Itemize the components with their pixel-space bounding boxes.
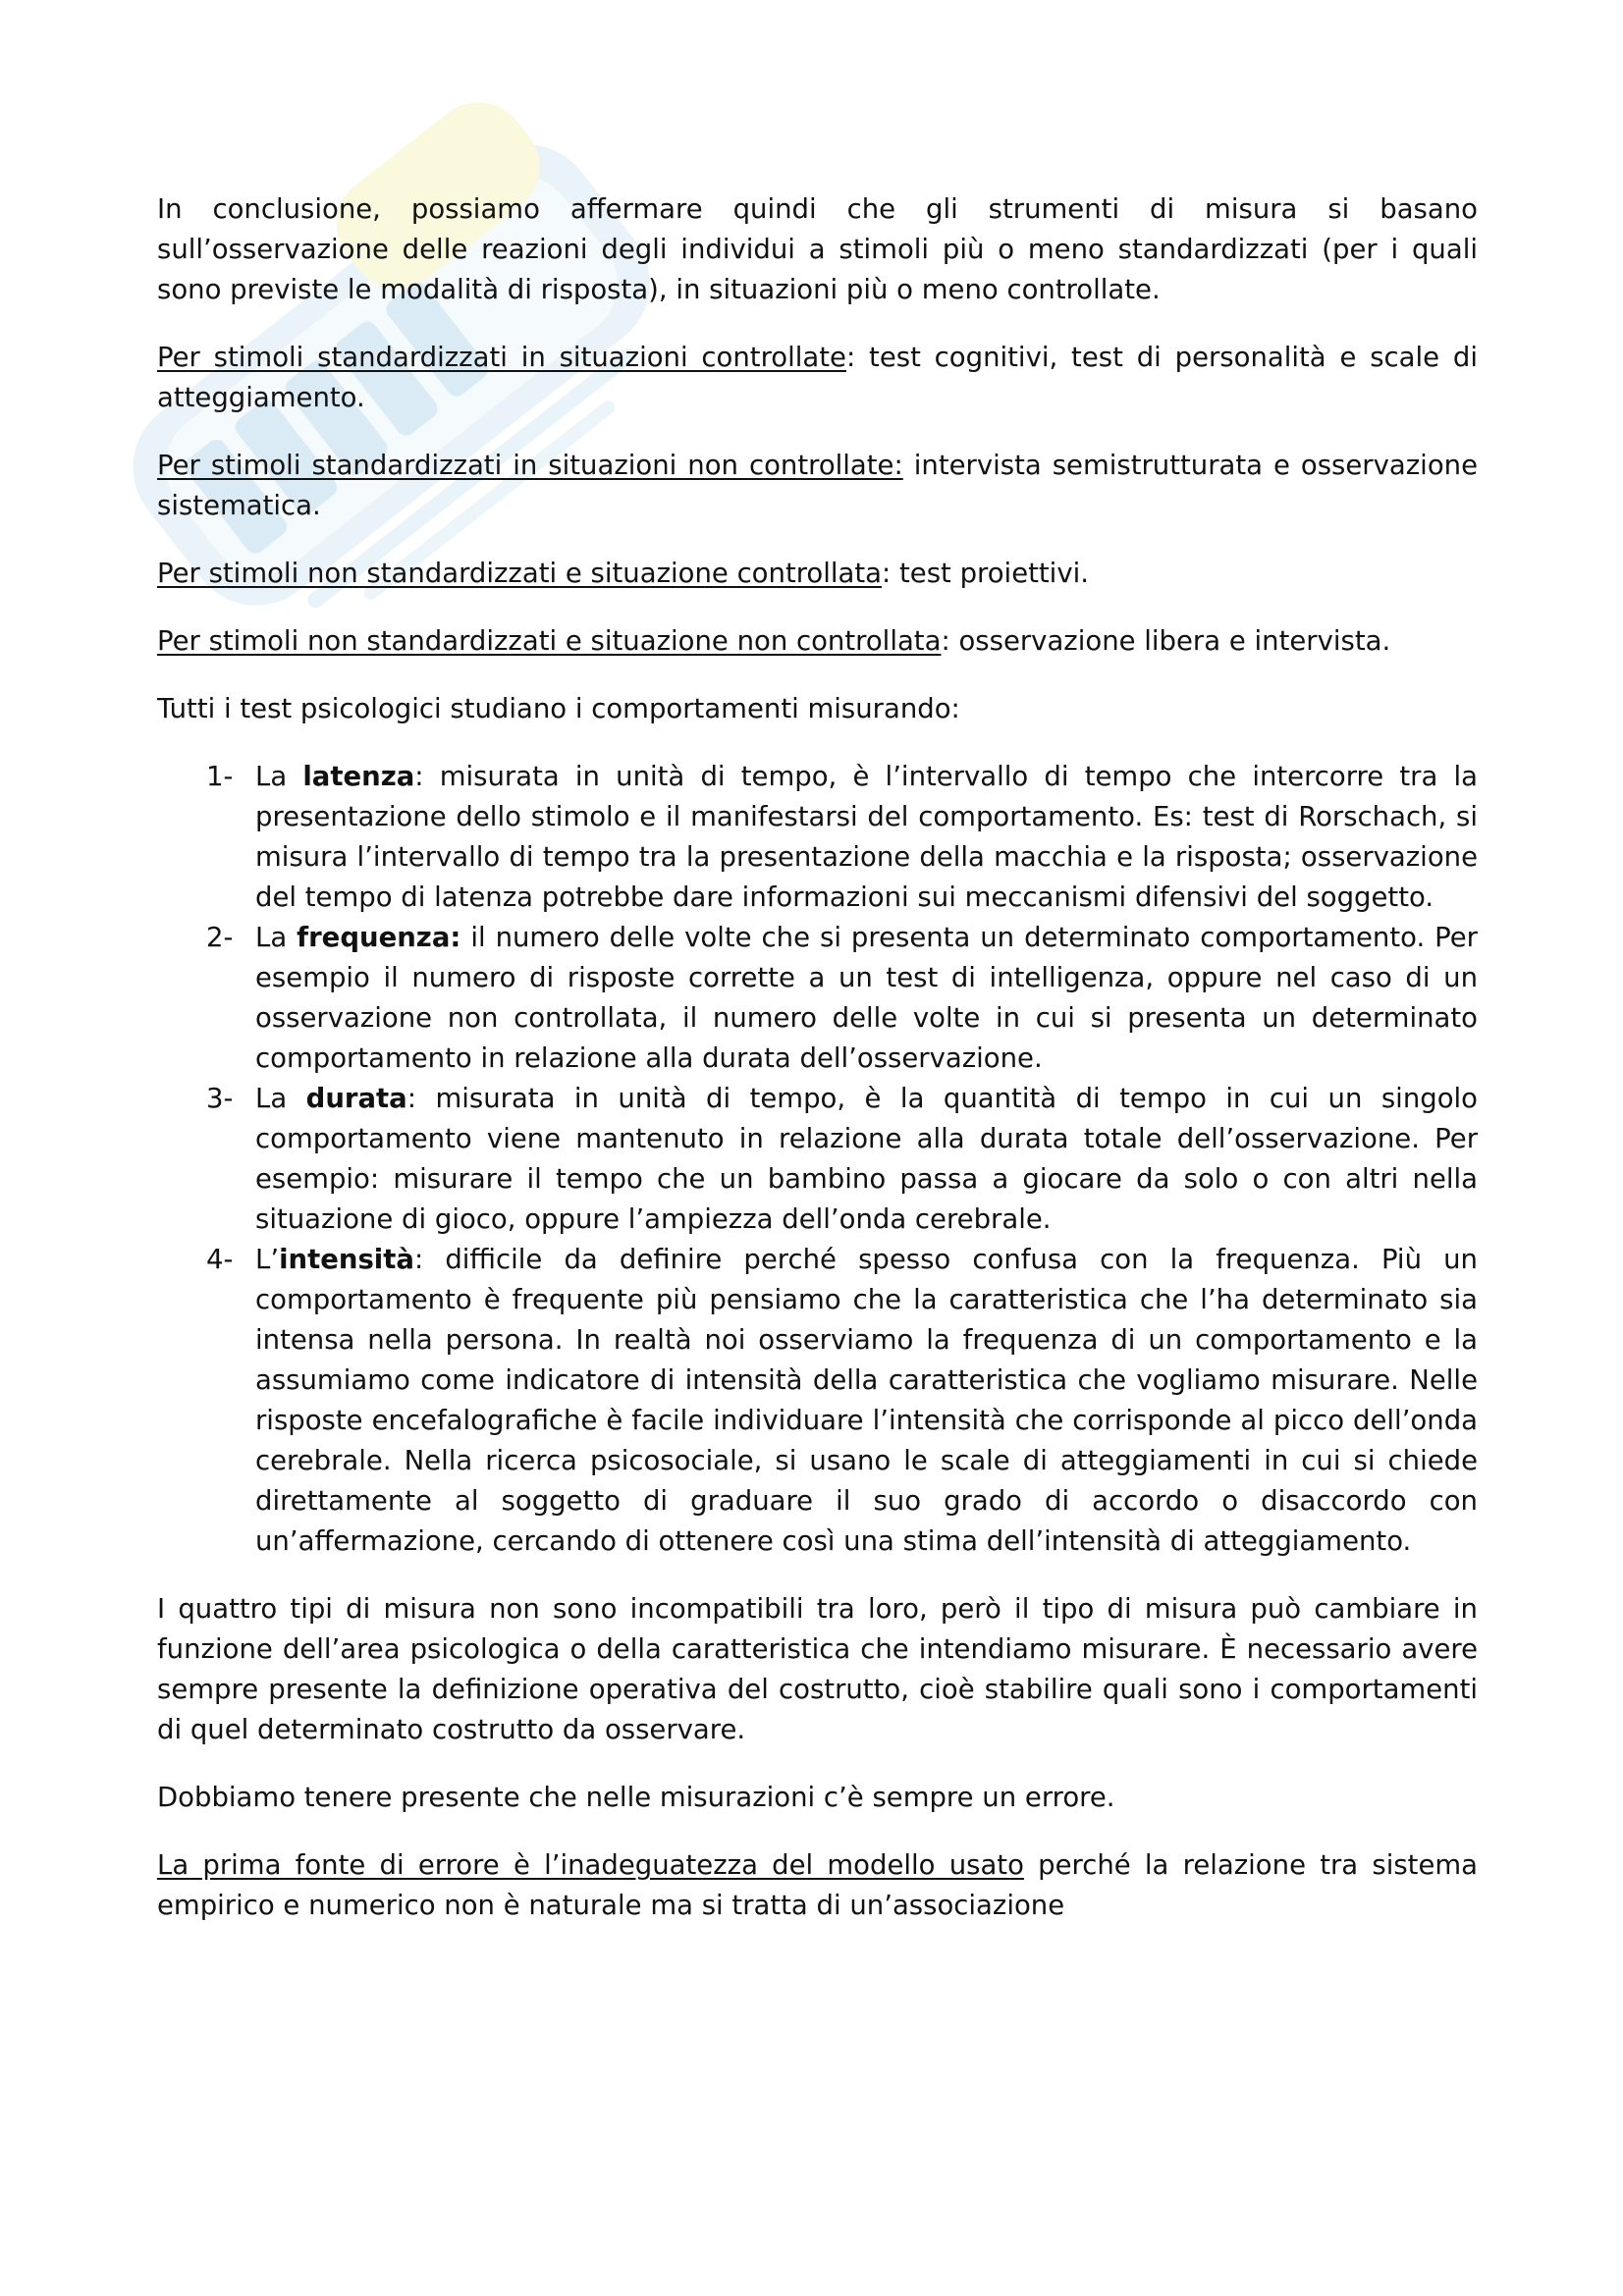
list-item-number: 4- — [206, 1244, 234, 1275]
measures-list — [157, 757, 1478, 1562]
case-standard-uncontrolled-text: intervista semistrutturata e osservazione sistematica. — [157, 450, 1478, 521]
error-source-heading: La prima fonte di errore è l’inadeguatezza del modello usato — [157, 1849, 1024, 1881]
list-item-prefix: La — [255, 761, 303, 792]
list-item-prefix: L’ — [255, 1244, 280, 1275]
list-item-number: 3- — [206, 1083, 234, 1114]
case-standard-controlled-text: : test cognitivi, test di personalità e scale di atteggiamento. — [157, 342, 1478, 413]
case-nonstandard-uncontrolled — [157, 621, 1478, 662]
case-standard-controlled — [157, 338, 1478, 418]
list-item-text: : difficile da definire perché spesso confusa con la frequenza. Più un comportamento è frequente più pensiamo che la caratteristica che l’ha determinato sia intensa nella persona. In realtà noi osserviamo la frequenza di un comportamento e la assumiamo come indicatore di intensità della caratteristica che vogliamo misurare. Nelle risposte encefalografiche è facile individuare l’intensità che corrisponde al picco dell’onda cerebrale. Nella ricerca psicosociale, si usano le scale di atteggiamenti in cui si chiede direttamente al soggetto di graduare il suo grado di accordo o disaccordo con un’affermazione, cercando di ottenere così una stima dell’intensità di atteggiamento. — [255, 1244, 1478, 1557]
list-item-duration — [157, 1079, 1478, 1240]
case-nonstandard-controlled-text: : test proiettivi. — [882, 558, 1089, 589]
list-item-term: frequenza: — [297, 922, 461, 953]
list-item-text: : misurata in unità di tempo, è l’intervallo di tempo che intercorre tra la presentazione dello stimolo e il manifestarsi del comportamento. Es: test di Rorschach, si misura l’intervallo di tempo tra la presentazione della macchia e la risposta; osservazione del tempo di latenza potrebbe dare informazioni sui meccanismi difensivi del soggetto. — [255, 761, 1478, 913]
case-nonstandard-uncontrolled-heading: Per stimoli non standardizzati e situazione non controllata — [157, 625, 942, 657]
case-nonstandard-uncontrolled-text: : osservazione libera e intervista. — [941, 625, 1391, 657]
list-item-frequency — [157, 918, 1478, 1079]
list-item-text: : misurata in unità di tempo, è la quantità di tempo in cui un singolo comportamento viene mantenuto in relazione alla durata totale dell’osservazione. Per esempio: misurare il tempo che un bambino passa a giocare da solo o con altri nella situazione di gioco, oppure l’ampiezza dell’onda cerebrale. — [255, 1083, 1478, 1235]
list-item-term: intensità — [279, 1244, 414, 1275]
case-nonstandard-controlled-heading: Per stimoli non standardizzati e situazione controllata — [157, 558, 883, 589]
tests-intro-paragraph: Tutti i test psicologici studiano i comportamenti misurando: — [157, 693, 960, 724]
four-types-paragraph: I quattro tipi di misura non sono incompatibili tra loro, però il tipo di misura può cambiare in funzione dell’area psicologica o della caratteristica che intendiamo misurare. È necessario avere sempre presente la definizione operativa del costrutto, cioè stabilire quali sono i comportamenti di quel determinato costrutto da osservare. — [157, 1593, 1478, 1745]
error-source-paragraph — [157, 1845, 1478, 1926]
list-item-term: durata — [305, 1083, 407, 1114]
list-item-latency — [157, 757, 1478, 918]
list-item-prefix: La — [255, 1083, 306, 1114]
list-item-number: 2- — [206, 922, 234, 953]
list-item-term: latenza — [302, 761, 415, 792]
error-source-text: perché la relazione tra sistema empirico e numerico non è naturale ma si tratta di un’associazione — [157, 1849, 1479, 1921]
document-page — [157, 189, 1478, 1926]
list-item-text: il numero delle volte che si presenta un determinato comportamento. Per esempio il numero di risposte corrette a un test di intelligenza, oppure nel caso di un osservazione non controllata, il numero delle volte in cui si presenta un determinato comportamento in relazione alla durata dell’osservazione. — [255, 922, 1478, 1074]
case-standard-uncontrolled-heading: Per stimoli standardizzati in situazioni non controllate: — [157, 450, 903, 481]
case-nonstandard-controlled — [157, 554, 1478, 594]
list-item-intensity — [157, 1240, 1478, 1562]
list-item-prefix: La — [255, 922, 298, 953]
intro-paragraph: In conclusione, possiamo affermare quindi che gli strumenti di misura si basano sull’osservazione delle reazioni degli individui a stimoli più o meno standardizzati (per i quali sono previste le modalità di risposta), in situazioni più o meno controllate. — [157, 193, 1478, 305]
case-standard-uncontrolled — [157, 446, 1478, 526]
error-paragraph: Dobbiamo tenere presente che nelle misurazioni c’è sempre un errore. — [157, 1782, 1115, 1813]
case-standard-controlled-heading: Per stimoli standardizzati in situazioni controllate — [157, 342, 846, 373]
list-item-number: 1- — [206, 761, 234, 792]
